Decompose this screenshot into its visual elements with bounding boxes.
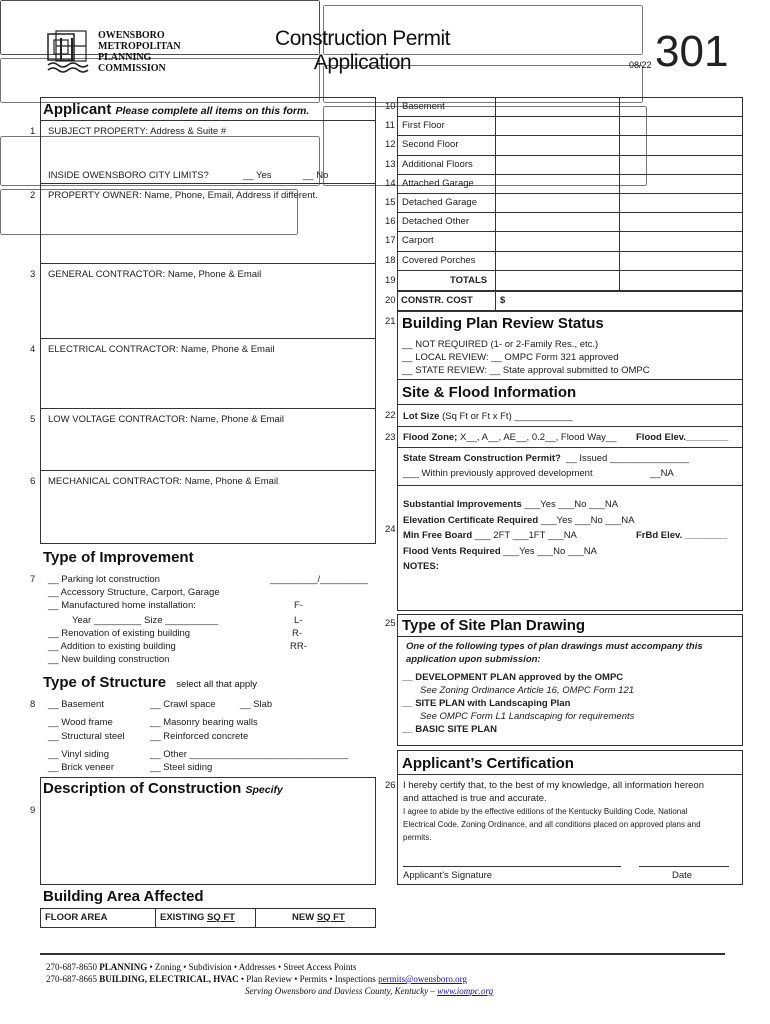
planning-services: • Zoning • Subdivision • Addresses • Street Access Points (149, 962, 357, 972)
steel-siding-option[interactable]: __ Steel siding (150, 762, 213, 773)
flood-vents-label: Flood Vents Required (403, 546, 501, 557)
divider (40, 263, 376, 264)
elev-cert-options: ___Yes ___No ___NA (540, 515, 635, 526)
signature-line (403, 866, 621, 867)
divider (495, 291, 496, 311)
row-number-17: 17 (385, 235, 396, 247)
row-number-21: 21 (385, 316, 396, 327)
state-stream-permit-field[interactable] (403, 453, 689, 464)
site-plan-heading: Type of Site Plan Drawing (402, 617, 586, 634)
parking-lot-option[interactable]: __ Parking lot construction (48, 574, 160, 585)
crawl-space-option[interactable]: __ Crawl space (150, 699, 216, 710)
row-number-19: 19 (385, 275, 396, 286)
structure-heading (43, 674, 257, 691)
new-sqft-header (292, 912, 345, 923)
divider (40, 408, 376, 409)
applicant-heading (43, 101, 309, 118)
new-sqft-input[interactable] (622, 157, 740, 172)
new-sqft-input[interactable] (622, 195, 740, 210)
description-heading-text: Description of Construction (43, 780, 242, 797)
new-sqft-input[interactable] (622, 253, 740, 268)
floor-label: Second Floor (402, 139, 459, 151)
row-number-26: 26 (385, 780, 396, 791)
floor-label: Covered Porches (402, 254, 476, 266)
improvement-heading: Type of Improvement (43, 549, 194, 566)
row-number-18: 18 (385, 254, 396, 266)
brick-veneer-option[interactable]: __ Brick veneer (48, 762, 115, 773)
subject-property-label: SUBJECT PROPERTY: Address & Suite # (48, 126, 227, 137)
divider (397, 193, 743, 194)
floor-label: Basement (402, 101, 445, 112)
row-number-8: 8 (30, 699, 36, 710)
row-number-5: 5 (30, 414, 36, 425)
new-sqft-input[interactable] (622, 99, 740, 114)
elev-cert-label: Elevation Certificate Required (403, 515, 539, 526)
row-number-14: 14 (385, 177, 396, 189)
applicant-heading-text: Applicant (43, 101, 112, 118)
basic-site-plan-option[interactable]: __ BASIC SITE PLAN (402, 724, 498, 735)
addition-option[interactable]: __ Addition to existing building (48, 641, 176, 652)
divider (40, 470, 376, 471)
existing-sqft-input[interactable] (498, 253, 616, 268)
flood-vents-field[interactable] (403, 546, 597, 557)
row-number-23: 23 (385, 432, 396, 443)
divider (397, 155, 743, 156)
within-na-option[interactable]: __NA (650, 468, 674, 479)
general-contractor-label: GENERAL CONTRACTOR: Name, Phone & Email (48, 269, 262, 280)
substantial-improvements-field[interactable] (403, 499, 618, 510)
state-stream-issued: __ Issued _______________ (566, 453, 690, 464)
flood-elevation-field[interactable]: Flood Elev.________ (636, 432, 729, 443)
row-number-9: 9 (30, 805, 36, 816)
within-approved-option[interactable]: ___ Within previously approved development (403, 468, 593, 479)
divider (397, 447, 743, 448)
org-line-1: OWENSBORO (98, 30, 165, 41)
permits-email-link[interactable]: permits@owensboro.org (378, 974, 467, 984)
notes-label: NOTES: (403, 561, 439, 572)
manufactured-home-option[interactable]: __ Manufactured home installation: (48, 600, 196, 611)
freeboard-elevation-field[interactable]: FrBd Elev. ________ (636, 530, 728, 541)
totals-row (397, 270, 743, 291)
form-title-line-1: Construction Permit (275, 27, 450, 50)
signature-label: Applicant’s Signature (403, 870, 493, 881)
subject-property-input[interactable] (48, 140, 368, 164)
site-plan-intro-2: application upon submission: (406, 654, 541, 665)
property-owner-label: PROPERTY OWNER: Name, Phone, Email, Address if different. (48, 190, 318, 201)
construction-cost-input[interactable] (510, 292, 738, 309)
footer-line-2 (46, 974, 467, 984)
form-title (250, 27, 475, 75)
existing-header-unit: SQ FT (206, 912, 235, 923)
accessory-structure-option[interactable]: __ Accessory Structure, Carport, Garage (48, 587, 220, 598)
form-number: 301 (655, 27, 729, 76)
slab-option[interactable]: __ Slab (240, 699, 273, 710)
ompc-logo (46, 30, 94, 74)
row-number-3: 3 (30, 269, 36, 280)
state-stream-label: State Stream Construction Permit? (403, 453, 561, 464)
site-plan-option[interactable]: __ SITE PLAN with Landscaping Plan (402, 698, 571, 709)
divider (397, 212, 743, 213)
divider (155, 908, 156, 928)
min-free-label: Min Free Board (403, 530, 473, 541)
site-flood-heading: Site & Flood Information (402, 384, 577, 401)
floor-label: Detached Garage (402, 197, 477, 208)
area-heading: Building Area Affected (43, 888, 204, 905)
substantial-label: Substantial Improvements (403, 499, 522, 510)
row-number-12: 12 (385, 139, 396, 151)
new-sqft-input[interactable] (622, 233, 740, 248)
row-number-22: 22 (385, 410, 396, 421)
zone-f: F- (294, 600, 303, 611)
existing-sqft-input[interactable] (498, 176, 616, 191)
divider (495, 270, 496, 291)
org-line-4: COMMISSION (98, 63, 166, 74)
divider (397, 404, 743, 405)
existing-sqft-input[interactable] (498, 195, 616, 210)
site-plan-intro-1: One of the following types of plan drawings must accompany this (406, 641, 703, 652)
divider (397, 774, 743, 775)
elevation-certificate-field[interactable] (403, 515, 634, 526)
electrical-contractor-label: ELECTRICAL CONTRACTOR: Name, Phone & Email (48, 344, 275, 355)
city-limits-no[interactable]: __ No (303, 170, 329, 181)
row-number-4: 4 (30, 344, 36, 355)
row-number-7: 7 (30, 574, 36, 585)
certification-text-4: Electrical Code, Zoning Ordinance, and all conditions placed on approved plans and (403, 820, 701, 829)
row-number-1: 1 (30, 126, 36, 137)
other-option[interactable]: __ Other ______________________________ (150, 749, 349, 760)
local-review-option[interactable]: __ LOCAL REVIEW: __ OMPC Form 321 approved (402, 352, 619, 363)
city-limits-yes[interactable]: __ Yes (243, 170, 272, 181)
structure-note: select all that apply (176, 679, 258, 690)
parking-lot-blank: _________/_________ (270, 574, 368, 585)
development-plan-note: See Zoning Ordinance Article 16, OMPC Form 121 (420, 685, 635, 696)
certification-text-2: and attached is true and accurate. (403, 793, 547, 804)
zone-rr: RR- (290, 641, 307, 652)
existing-header-text: EXISTING (160, 912, 207, 923)
date-label: Date (672, 870, 693, 881)
structural-steel-option[interactable]: __ Structural steel (48, 731, 125, 742)
planning-phone: 270-687-8650 (46, 962, 97, 972)
serving-text: Serving Owensboro and Daviess County, Kentucky – (245, 986, 435, 996)
divider (397, 135, 743, 136)
planning-dept: PLANNING (99, 962, 148, 972)
row-number-20: 20 (385, 295, 396, 306)
footer-divider (40, 953, 725, 955)
certification-text-5: permits. (403, 833, 432, 842)
new-header-unit: SQ FT (316, 912, 345, 923)
renovation-option[interactable]: __ Renovation of existing building (48, 628, 191, 639)
divider (40, 183, 376, 184)
divider (397, 636, 743, 637)
divider (397, 116, 743, 117)
footer-line-3 (245, 986, 493, 996)
website-link[interactable]: www.iompc.org (437, 986, 494, 996)
vinyl-siding-option[interactable]: __ Vinyl siding (48, 749, 110, 760)
new-sqft-input[interactable] (622, 176, 740, 191)
site-plan-note: See OMPC Form L1 Landscaping for requirements (420, 711, 635, 722)
revision-date: 08/22 (629, 60, 652, 70)
lot-size-rest: (Sq Ft or Ft x Ft) ___________ (442, 411, 573, 422)
divider (397, 379, 743, 380)
new-header-text: NEW (292, 912, 317, 923)
certification-text-1: I hereby certify that, to the best of my knowledge, all information hereon (403, 780, 704, 791)
basement-option[interactable]: __ Basement (48, 699, 104, 710)
floor-area-header: FLOOR AREA (45, 912, 108, 923)
divider (619, 270, 620, 291)
floor-label: Carport (402, 235, 434, 247)
flood-zone-options: X__, A__, AE__, 0.2__, Flood Way__ (460, 432, 617, 443)
building-phone: 270-687-8665 (46, 974, 97, 984)
low-voltage-contractor-label: LOW VOLTAGE CONTRACTOR: Name, Phone & Email (48, 414, 284, 425)
existing-sqft-input[interactable] (498, 157, 616, 172)
new-building-option[interactable]: __ New building construction (48, 654, 170, 665)
footer-line-1 (46, 962, 356, 972)
not-required-option[interactable]: __ NOT REQUIRED (1- or 2-Family Res., etc.) (402, 339, 599, 350)
org-line-2: METROPOLITAN (98, 41, 181, 52)
divider (40, 120, 376, 121)
date-input[interactable] (639, 850, 729, 866)
city-limits-label: INSIDE OWENSBORO CITY LIMITS? (48, 170, 209, 181)
construction-cost-label: CONSTR. COST (401, 295, 473, 306)
divider (255, 908, 256, 928)
new-sqft-input[interactable] (622, 214, 740, 229)
row-number-10: 10 (385, 101, 396, 112)
row-number-25: 25 (385, 618, 396, 629)
row-number-16: 16 (385, 216, 396, 228)
divider (619, 97, 620, 291)
min-free-options: ___ 2FT ___1FT ___NA (474, 530, 577, 541)
min-free-board-field[interactable] (403, 530, 577, 541)
state-review-option[interactable]: __ STATE REVIEW: __ State approval submitted to OMPC (402, 365, 650, 376)
divider (40, 338, 376, 339)
certification-heading: Applicant’s Certification (402, 755, 574, 772)
flood-zone-label: Flood Zone; (403, 432, 458, 443)
existing-sqft-input[interactable] (498, 214, 616, 229)
existing-sqft-input[interactable] (498, 99, 616, 114)
org-line-3: PLANNING (98, 52, 152, 63)
building-services: • Plan Review • Permits • Inspections (240, 974, 376, 984)
floor-label: Attached Garage (402, 177, 474, 189)
existing-sqft-input[interactable] (498, 137, 616, 152)
zone-l: L- (294, 615, 303, 626)
building-dept: BUILDING, ELECTRICAL, HVAC (99, 974, 239, 984)
masonry-walls-option[interactable]: __ Masonry bearing walls (150, 717, 258, 728)
floor-label: First Floor (402, 120, 445, 132)
flood-vents-options: ___Yes ___No ___NA (503, 546, 597, 557)
existing-sqft-header (160, 912, 235, 923)
development-plan-option[interactable]: __ DEVELOPMENT PLAN approved by the OMPC (402, 672, 624, 683)
cost-dollar-sign: $ (500, 295, 506, 306)
structure-heading-text: Type of Structure (43, 674, 167, 691)
zone-r: R- (292, 628, 303, 639)
existing-sqft-input[interactable] (498, 118, 616, 133)
signature-input[interactable] (403, 850, 621, 866)
org-name (98, 30, 181, 74)
row-number-24: 24 (385, 524, 396, 535)
floor-label: Detached Other (402, 216, 470, 228)
row-number-6: 6 (30, 476, 36, 487)
new-sqft-input[interactable] (622, 118, 740, 133)
year-size-fields[interactable]: Year _________ Size __________ (72, 615, 218, 626)
totals-label: TOTALS (450, 275, 488, 286)
description-specify: Specify (245, 784, 283, 796)
substantial-options: ___Yes ___No ___NA (524, 499, 619, 510)
divider (397, 251, 743, 252)
new-sqft-input[interactable] (622, 137, 740, 152)
description-heading (43, 780, 283, 797)
divider (397, 485, 743, 486)
existing-sqft-input[interactable] (498, 233, 616, 248)
floor-label: Additional Floors (402, 158, 473, 170)
divider (397, 426, 743, 427)
divider (397, 231, 743, 232)
divider (397, 174, 743, 175)
reinforced-concrete-option[interactable]: __ Reinforced concrete (150, 731, 249, 742)
date-line (639, 866, 729, 867)
mechanical-contractor-label: MECHANICAL CONTRACTOR: Name, Phone & Email (48, 476, 279, 487)
form-title-line-2: Application (313, 51, 412, 74)
certification-text-3: I agree to abide by the effective editions of the Kentucky Building Code, National (403, 807, 688, 816)
row-number-2: 2 (30, 190, 36, 201)
row-number-15: 15 (385, 197, 396, 208)
applicant-instruction: Please complete all items on this form. (115, 105, 310, 117)
flood-zone-field[interactable] (403, 432, 617, 443)
row-number-11: 11 (385, 120, 395, 132)
lot-size-field[interactable] (403, 411, 573, 422)
lot-size-label: Lot Size (403, 411, 440, 422)
ompc-logo-graphic (46, 30, 94, 74)
wood-frame-option[interactable]: __ Wood frame (48, 717, 113, 728)
plan-review-heading: Building Plan Review Status (402, 315, 604, 332)
row-number-13: 13 (385, 158, 396, 170)
